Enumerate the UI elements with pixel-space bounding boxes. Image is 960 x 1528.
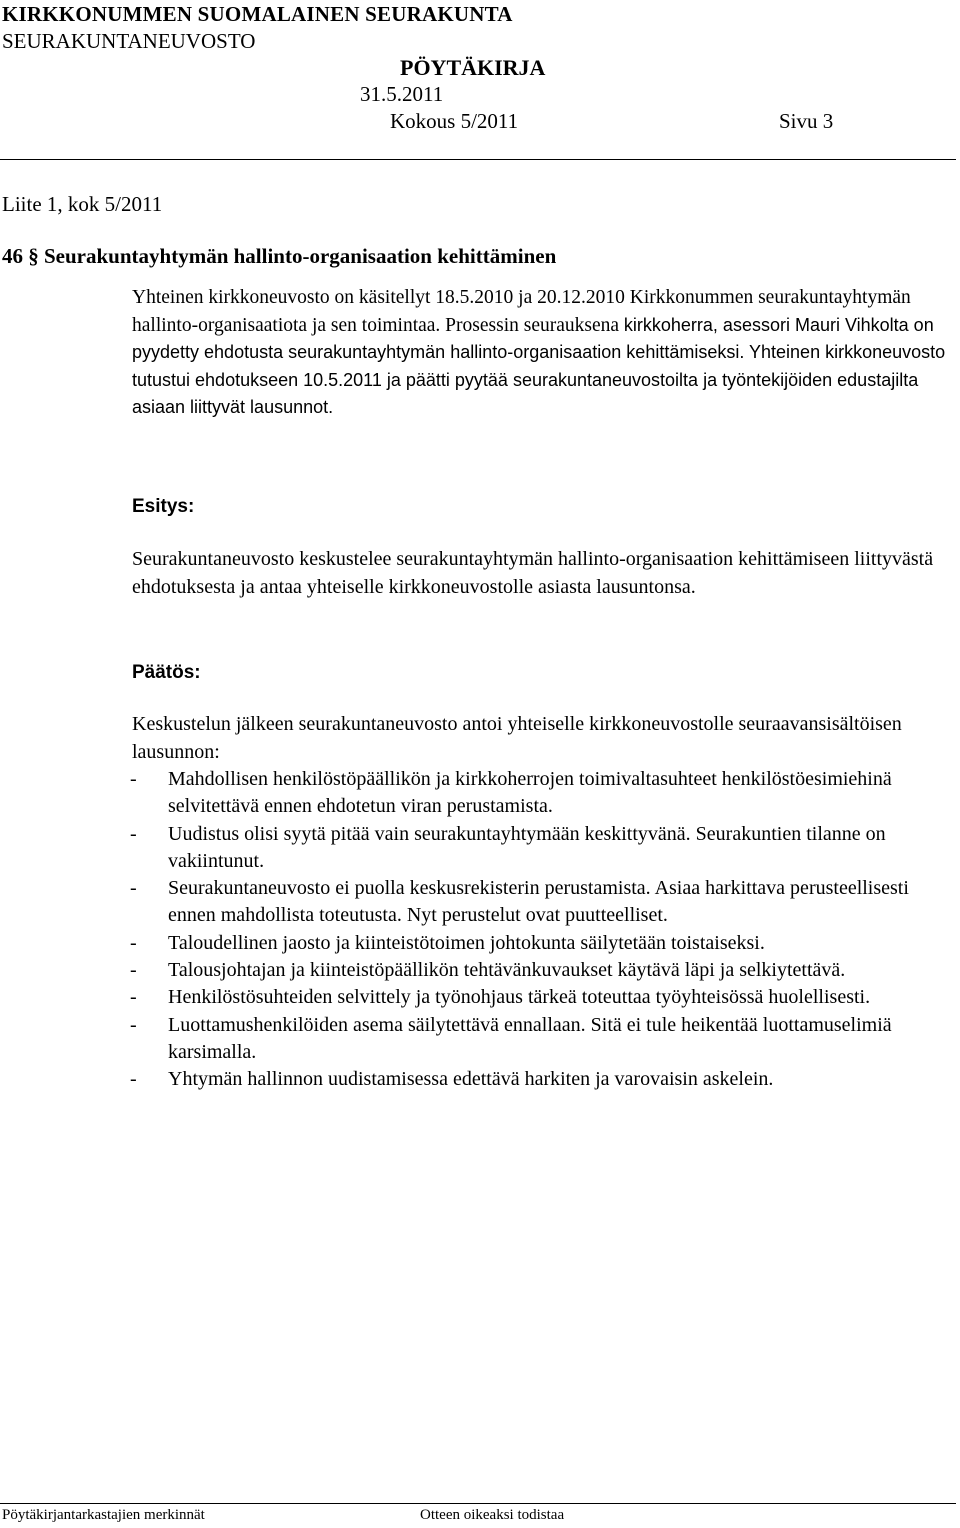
organization-name: KIRKKONUMMEN SUOMALAINEN SEURAKUNTA (2, 2, 513, 26)
list-item (130, 766, 950, 821)
footer-certification: Otteen oikeaksi todistaa (420, 1507, 565, 1523)
section-heading (2, 246, 556, 267)
decision-statement-list (130, 766, 950, 1094)
bullet-dash: - (130, 1068, 137, 1091)
intro-paragraph (132, 284, 947, 422)
list-item (130, 1066, 950, 1093)
footer-divider (0, 1503, 956, 1504)
list-item-text: Seurakuntaneuvosto ei puolla keskusrekisterin perustamista. Asiaa harkittava perusteellisesti ennen mahdollista toteutusta. Nyt perustelut ovat puutteelliset. (168, 877, 909, 927)
bullet-dash: - (130, 1013, 137, 1036)
section-number: 46 (2, 244, 23, 268)
decision-intro: Keskustelun jälkeen seurakuntaneuvosto antoi yhteiselle kirkkoneuvostolle seuraavansisältöisen lausunnon: (132, 713, 902, 763)
bullet-dash: - (130, 931, 137, 954)
list-item-text: Henkilöstösuhteiden selvittely ja työnohjaus tärkeä toteuttaa työyhteisössä huolellisesti. (168, 986, 871, 1009)
list-item-text: Mahdollisen henkilöstöpäällikön ja kirkkoherrojen toimivaltasuhteet henkilöstöesimiehinä selvitettävä ennen ehdotetun viran perustamista. (168, 768, 892, 818)
document-date: 31.5.2011 (360, 82, 444, 106)
list-item-text: Uudistus olisi syytä pitää vain seurakuntayhtymään keskittyvänä. Seurakuntien tilanne on vakiintunut. (168, 822, 886, 872)
proposal-label: Esitys: (132, 496, 195, 517)
intro-text-part2: kirkkoherra, asessori Mauri Vihkolta on pyydetty ehdotusta seurakuntayhtymän hallinto-organisaation kehittämiseksi. Yhteinen kirkkoneuvosto tutustui ehdotukseen 10.5.2011 ja päätti pyytää seurakuntaneuvostoilta ja työntekijöiden edustajilta asiaan liittyvät lausunnot. (132, 314, 946, 417)
bullet-dash: - (130, 959, 137, 982)
list-item (130, 930, 950, 957)
header-divider (0, 159, 956, 160)
list-item (130, 957, 950, 984)
appendix-reference: Liite 1, kok 5/2011 (2, 192, 163, 216)
body-name: SEURAKUNTANEUVOSTO (2, 29, 256, 53)
list-item (130, 984, 950, 1011)
list-item-text: Luottamushenkilöiden asema säilytettävä ennallaan. Sitä ei tule heikentää luottamuselimiä karsimalla. (168, 1013, 892, 1063)
list-item-text: Taloudellinen jaosto ja kiinteistötoimen johtokunta säilytetään toistaiseksi. (168, 931, 765, 954)
meeting-number: Kokous 5/2011 (390, 109, 519, 133)
section-title: Seurakuntayhtymän hallinto-organisaation kehittäminen (44, 244, 557, 268)
bullet-dash: - (130, 768, 137, 790)
list-item-text: Talousjohtajan ja kiinteistöpäällikön tehtävänkuvaukset käytävä läpi ja selkiytettävä. (168, 959, 846, 982)
section-symbol: § (28, 244, 39, 268)
footer-reviewers-note: Pöytäkirjantarkastajien merkinnät (2, 1507, 205, 1523)
proposal-text: Seurakuntaneuvosto keskustelee seurakuntayhtymän hallinto-organisaation kehittämiseen liittyvästä ehdotuksesta ja antaa yhteiselle kirkkoneuvostolle asiasta lausuntonsa. (132, 548, 934, 598)
list-item (130, 875, 950, 930)
bullet-dash: - (130, 877, 137, 900)
list-item-text: Yhtymän hallinnon uudistamisessa edettävä harkiten ja varovaisin askelein. (168, 1068, 774, 1091)
bullet-dash: - (130, 986, 137, 1009)
document-type: PÖYTÄKIRJA (400, 55, 546, 80)
bullet-dash: - (130, 822, 137, 845)
decision-label: Päätös: (132, 662, 201, 683)
intro-text-part1: Yhteinen kirkkoneuvosto on käsitellyt 18.5.2010 ja 20.12.2010 Kirkkonummen seurakuntayhtymän hallinto-organisaatiota ja sen toimintaa. Prosessin seurauksena (132, 287, 911, 336)
list-item (130, 1012, 950, 1067)
page-number: Sivu 3 (779, 109, 834, 133)
list-item (130, 821, 950, 876)
